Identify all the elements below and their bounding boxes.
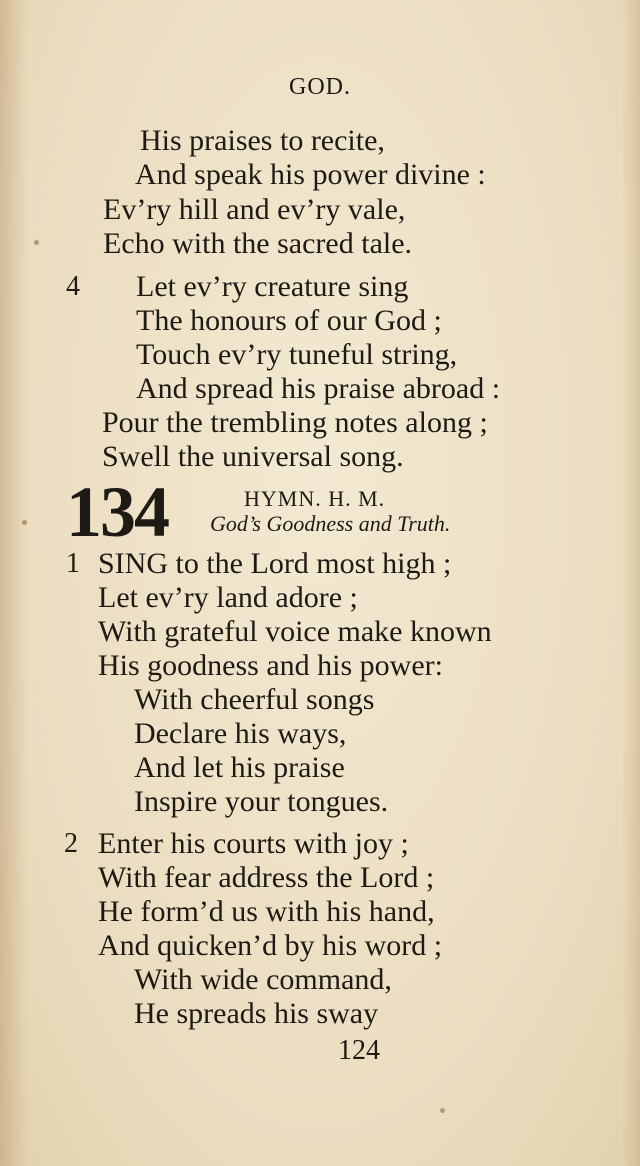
verse-line: Enter his courts with joy ; — [98, 827, 409, 860]
verse-line: Inspire your tongues. — [134, 785, 389, 818]
verse-line: With grateful voice make known — [98, 615, 492, 648]
stanza-number: 4 — [66, 271, 80, 302]
verse-line: With fear address the Lord ; — [98, 861, 435, 894]
verse-line: Let ev’ry land adore ; — [98, 581, 358, 614]
verse-line: With cheerful songs — [134, 683, 375, 716]
verse-line: And spread his praise abroad : — [136, 372, 501, 405]
verse-line: And let his praise — [134, 751, 345, 784]
paper-speck — [440, 1108, 445, 1113]
verse-line: Pour the trembling notes along ; — [102, 406, 488, 439]
verse-line: The honours of our God ; — [136, 304, 442, 337]
verse-line: And speak his power divine : — [135, 158, 486, 191]
verse-line: Declare his ways, — [134, 717, 347, 750]
verse-line: With wide command, — [134, 963, 392, 996]
verse-line: Swell the universal song. — [102, 440, 404, 473]
verse-line: He spreads his sway — [134, 997, 379, 1030]
hymn-number: 134 — [66, 472, 168, 552]
verse-line: Ev’ry hill and ev’ry vale, — [103, 193, 406, 226]
verse-line: His goodness and his power: — [98, 649, 443, 682]
verse-line: And quicken’d by his word ; — [98, 929, 443, 962]
running-head: GOD. — [289, 74, 351, 100]
paper-speck — [22, 520, 27, 525]
stanza-number: 1 — [66, 548, 80, 579]
page-number: 124 — [338, 1035, 380, 1066]
paper-speck — [34, 240, 39, 245]
verse-line: SING to the Lord most high ; — [98, 547, 452, 580]
verse-line: He form’d us with his hand, — [98, 895, 435, 928]
verse-line: Let ev’ry creature sing — [136, 270, 409, 303]
stanza-number: 2 — [64, 828, 78, 859]
hymn-subtitle: God’s Goodness and Truth. — [210, 511, 451, 536]
verse-line: His praises to recite, — [140, 124, 385, 157]
verse-line: Touch ev’ry tuneful string, — [136, 338, 458, 371]
hymn-heading: HYMN. H. M. — [244, 486, 386, 511]
verse-line: Echo with the sacred tale. — [103, 227, 413, 260]
